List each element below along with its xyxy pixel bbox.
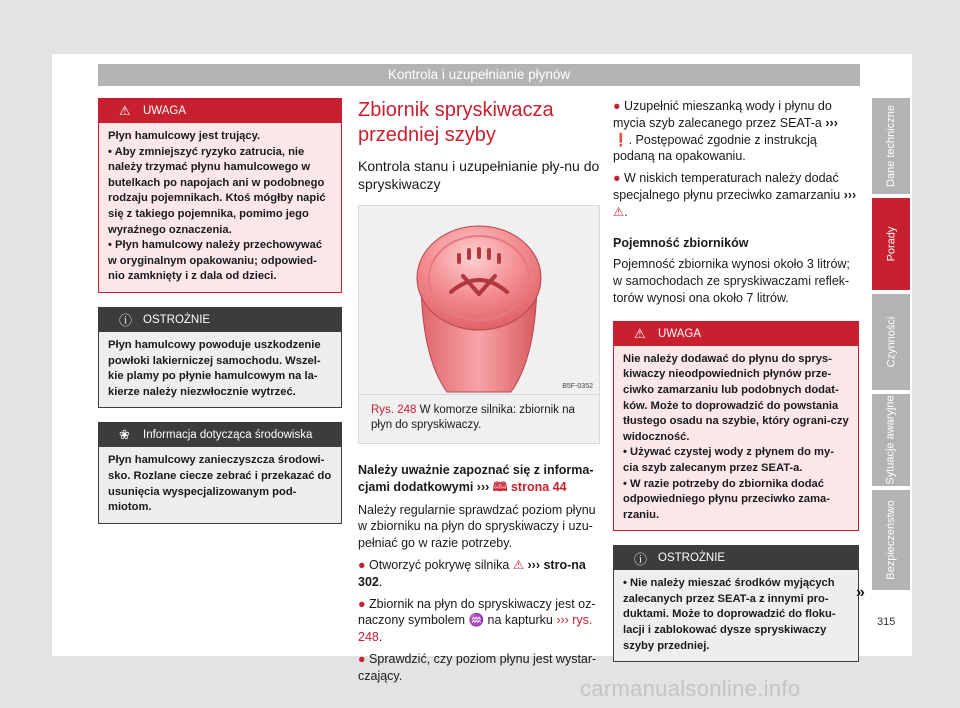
column-middle — [358, 98, 600, 690]
figure-link[interactable]: ››› rys. 248 — [358, 613, 593, 645]
environment-box — [98, 422, 342, 523]
warning-label: UWAGA — [658, 327, 702, 340]
figure-code: B5F-0352 — [562, 383, 593, 390]
tab-label: Czynności — [885, 316, 897, 368]
leaf-icon: ❀ — [119, 427, 130, 443]
column-right — [613, 98, 859, 676]
caption-ref: Rys. 248 — [371, 404, 417, 416]
section-subtitle: Kontrola stanu i uzupełnianie pły-nu do spryskiwaczy — [358, 158, 600, 192]
bullet-icon: ● — [613, 99, 621, 113]
bullet-text: W niskich temperaturach należy dodać specjalnego płynu przeciwko zamarzaniu — [613, 171, 844, 202]
environment-body: Płyn hamulcowy zanieczyszcza środowi-sko. Rozlane ciecze zebrać i przekazać do usunięcia wyspecjalizowanym pod-miotom. — [108, 454, 332, 514]
caution-label: OSTROŻNIE — [658, 552, 726, 565]
warning-header — [99, 99, 341, 123]
warning-triangle-icon: ⚠ — [634, 325, 646, 341]
caution-header — [614, 546, 858, 570]
section-title: Zbiornik spryskiwacza przedniej szyby — [358, 99, 554, 146]
book-icon: 🕮 — [492, 479, 508, 494]
exclamation-icon: ❗ — [613, 132, 629, 147]
warning-line: • Aby zmniejszyć ryzyko zatrucia, nie należy trzymać płynu hamulcowego w butelkach po napojach ani w podobnego rodzaju pojemnikach. Ktoś mógłby napić się z takiego pojemnika, pomimo jego wyraźnego oznaczenia. — [108, 145, 326, 236]
column-left — [98, 98, 342, 538]
lead-text: Należy uważnie zapoznać się z informa-cjami dodatkowymi ››› — [358, 463, 594, 494]
lead-paragraph — [358, 462, 600, 496]
watermark: carmanualsonline.info — [580, 676, 801, 701]
bullet-item: ● W niskich temperaturach należy dodać specjalnego płynu przeciwko zamarzaniu ››› ⚠. — [613, 171, 857, 219]
tab-sytuacje-awaryjne[interactable] — [872, 394, 910, 486]
page-link[interactable]: ››› stro-na 302 — [358, 557, 586, 589]
warning-box — [613, 321, 859, 532]
exclamation-circle-icon: ⓘ — [634, 551, 648, 567]
lead-page-link[interactable]: strona 44 — [507, 479, 567, 494]
page-number: 315 — [877, 616, 896, 628]
bullet-text: . Postępować zgodnie z instrukcją podaną na opakowaniu. — [613, 132, 817, 164]
bullet-text: Otworzyć pokrywę silnika — [365, 557, 513, 572]
warning-box — [98, 98, 342, 293]
washer-cap-illustration — [359, 206, 599, 394]
bullet-icon: ● — [613, 171, 621, 186]
tab-label: Porady — [884, 226, 897, 262]
ref-arrows[interactable]: ››› — [825, 115, 838, 130]
warning-header — [614, 322, 858, 346]
bullet-item: ● Otworzyć pokrywę silnika ⚠ ››› stro-na 302. — [358, 557, 586, 589]
environment-label: Informacja dotycząca środowiska — [143, 429, 313, 442]
tab-czynnosci[interactable] — [872, 294, 910, 390]
warning-triangle-icon: ⚠ — [613, 204, 625, 219]
caption-text: W komorze silnika: zbiornik na płyn do spryskiwaczy. — [371, 404, 575, 431]
bullet-text: Uzupełnić mieszanką wody i płynu do mycia szyb zalecanego przez SEAT-a — [613, 99, 832, 130]
caution-body: Płyn hamulcowy powoduje uszkodzenie powłoki lakierniczej samochodu. Wszel-kie plamy po płynie hamulcowym na la-kierze należy niezwłocznie wytrzeć. — [108, 338, 321, 398]
warning-body — [614, 346, 858, 531]
figure-caption — [358, 395, 600, 444]
chapter-tabs — [872, 98, 910, 594]
tab-dane-techniczne[interactable] — [872, 98, 910, 194]
caution-box — [613, 545, 859, 662]
page-header: Kontrola i uzupełnianie płynów — [98, 64, 860, 86]
bullet-text: Zbiornik na płyn do spryskiwaczy jest oz-naczony symbolem — [358, 596, 596, 628]
tab-label: Dane techniczne — [885, 105, 898, 187]
paragraph: Należy regularnie sprawdzać poziom płynu w zbiorniku na płyn do spryskiwaczy i uzu-pełniać go w razie potrzeby. — [358, 502, 596, 551]
warning-line: • Płyn hamulcowy należy przechowywać w oryginalnym opakowaniu; odpowied-nio zamknięty i z dala od dzieci. — [108, 239, 323, 283]
tab-bezpieczenstwo[interactable] — [872, 490, 910, 590]
bullet-item: ● Zbiornik na płyn do spryskiwaczy jest oz-naczony symbolem ♒ na kapturku ››› rys. 248. — [358, 596, 596, 645]
bullet-icon: ● — [358, 557, 366, 572]
warning-label: UWAGA — [143, 105, 187, 117]
warning-line: Płyn hamulcowy jest trujący. — [108, 130, 261, 142]
warning-line: • W razie potrzeby do zbiornika dodać odpowiedniego płynu przeciwko zama-rzaniu. — [623, 477, 830, 521]
bullet-text: Sprawdzić, czy poziom płynu jest wystar-czający. — [358, 651, 597, 683]
ref-arrows[interactable]: ››› — [843, 187, 857, 202]
warning-body — [99, 123, 341, 292]
exclamation-circle-icon: ⓘ — [119, 313, 133, 329]
capacity-heading: Pojemność zbiorników — [613, 235, 749, 250]
caution-label: OSTROŻNIE — [143, 313, 211, 326]
caution-box — [98, 307, 342, 408]
washer-symbol-icon: ♒ — [468, 613, 485, 628]
bullet-item — [358, 651, 600, 685]
bullet-item — [613, 98, 859, 165]
continue-arrow-icon: » — [856, 584, 865, 601]
tab-label: Bezpieczeństwo — [885, 500, 897, 580]
warning-line: • Używać czystej wody z płynem do my-cia szyb zalecanym przez SEAT-a. — [623, 446, 834, 474]
warning-line: Nie należy dodawać do płynu do sprys-kiwaczy nieodpowiednich płynów prze-ciwko zamarzaniu lub podobnych dodat-ków. Może to doprowadzić do powstania tłustego osadu na szybie, który ograni-czy widoczność. — [623, 352, 849, 443]
bullet-icon: ● — [358, 651, 366, 666]
capacity-text: Pojemność zbiornika wynosi około 3 litrów; w samochodach ze spryskiwaczami reflek-torów wynosi ona około 7 litrów. — [613, 257, 850, 305]
environment-header — [99, 423, 341, 447]
bullet-text: na kapturku — [484, 613, 557, 628]
tab-label: Sytuacje awaryjne — [885, 395, 897, 485]
caution-header — [99, 308, 341, 332]
bullet-icon: ● — [358, 596, 366, 611]
tab-porady[interactable] — [872, 198, 910, 290]
warning-triangle-icon: ⚠ — [512, 557, 525, 572]
warning-triangle-icon: ⚠ — [119, 103, 131, 118]
figure-washer-reservoir — [358, 205, 600, 395]
caution-body: • Nie należy mieszać środków myjących zalecanych przez SEAT-a z innymi pro-duktami. Może to doprowadzić do floku-lacji i zablokować dysze spryskiwaczy szyby przedniej. — [623, 577, 836, 652]
